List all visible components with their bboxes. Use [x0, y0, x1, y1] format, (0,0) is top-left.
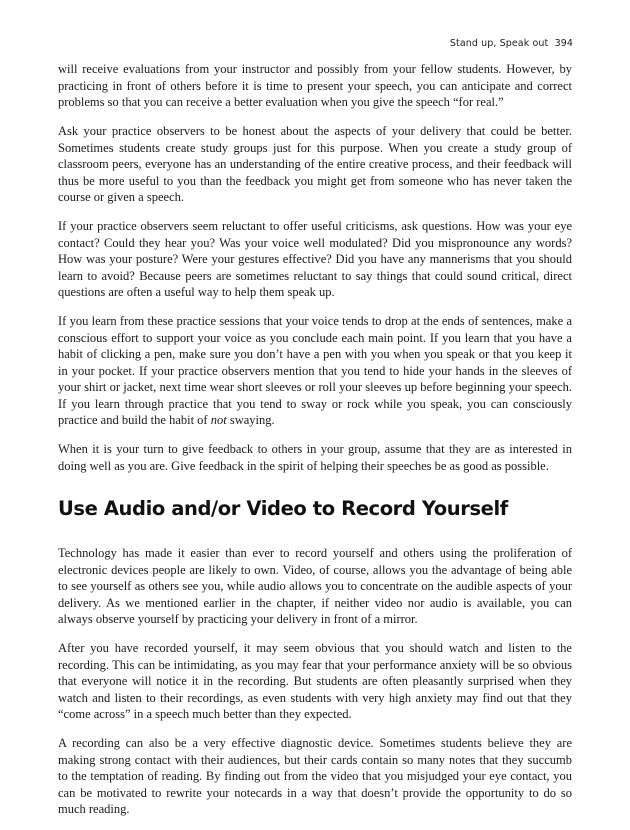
paragraph: If your practice observers seem reluctant to offer useful criticisms, ask questions. How was your eye contact? Could they hear you? Was your voice well modulated? Did you mispronounce any words? How was your posture? Were your gestures effective? Did you have any mannerisms that you should learn to avoid? Because peers are sometimes reluctant to say things that could sound critical, direct questions are often a useful way to help them speak up. — [58, 219, 572, 299]
section-heading: Use Audio and/or Video to Record Yourself — [58, 497, 508, 520]
body-text — [58, 61, 572, 830]
paragraph-text: swaying. — [226, 413, 275, 427]
page-number: 394 — [554, 38, 573, 49]
paragraph-text: If you learn from these practice sessions that your voice tends to drop at the ends of sentences, make a conscious effort to support your voice as you conclude each main point. If you learn that you have a habit of clicking a pen, make sure you don’t have a pen with you when you speak or that you keep it in your pocket. If your practice observers mention that you tend to hide your hands in the sleeves of your shirt or jacket, next time wear short sleeves or roll your sleeves up before beginning your speech. If you learn through practice that you tend to sway or rock while you speak, you can consciously practice and build the habit of — [58, 314, 572, 427]
paragraph: Technology has made it easier than ever to record yourself and others using the proliferation of electronic devices people are likely to own. Video, of course, allows you the advantage of being able to see yourself as others see you, while audio allows you to concentrate on the audible aspects of your delivery. As we mentioned earlier in the chapter, if neither video nor audio is available, you can always observe yourself by practicing your delivery in front of a mirror. — [58, 546, 572, 626]
paragraph: A recording can also be a very effective diagnostic device. Sometimes students believe they are making strong contact with their audiences, but their cards contain so many notes that they succumb to the temptation of reading. By finding out from the video that you misjudged your eye contact, you can be motivated to rewrite your notecards in a way that doesn’t provide the opportunity to do so much reading. — [58, 736, 572, 816]
paragraph: When it is your turn to give feedback to others in your group, assume that they are as interested in doing well as you are. Give feedback in the spirit of helping their speeches be as good as possible. — [58, 442, 572, 473]
emphasis-text: not — [210, 413, 227, 427]
paragraph: will receive evaluations from your instructor and possibly from your fellow students. However, by practicing in front of others before it is time to present your speech, you can anticipate and correct problems so that you can receive a better evaluation when you give the speech “for real.” — [58, 62, 572, 109]
paragraph — [58, 313, 572, 429]
running-head — [450, 38, 573, 49]
paragraph: Ask your practice observers to be honest about the aspects of your delivery that could be better. Sometimes students create study groups just for this purpose. When you create a study group of classroom peers, everyone has an understanding of the entire creative process, and their feedback will thus be more useful to you than the feedback you might get from someone who has never taken the course or given a speech. — [58, 124, 572, 204]
paragraph: After you have recorded yourself, it may seem obvious that you should watch and listen to the recording. This can be intimidating, as you may fear that your performance anxiety will be so obvious that everyone will notice it in the recording. But students are often pleasantly surprised when they watch and listen to their recordings, as even students with very high anxiety may find out that they “come across” in a speech much better than they expected. — [58, 641, 572, 721]
running-title: Stand up, Speak out — [449, 38, 549, 49]
